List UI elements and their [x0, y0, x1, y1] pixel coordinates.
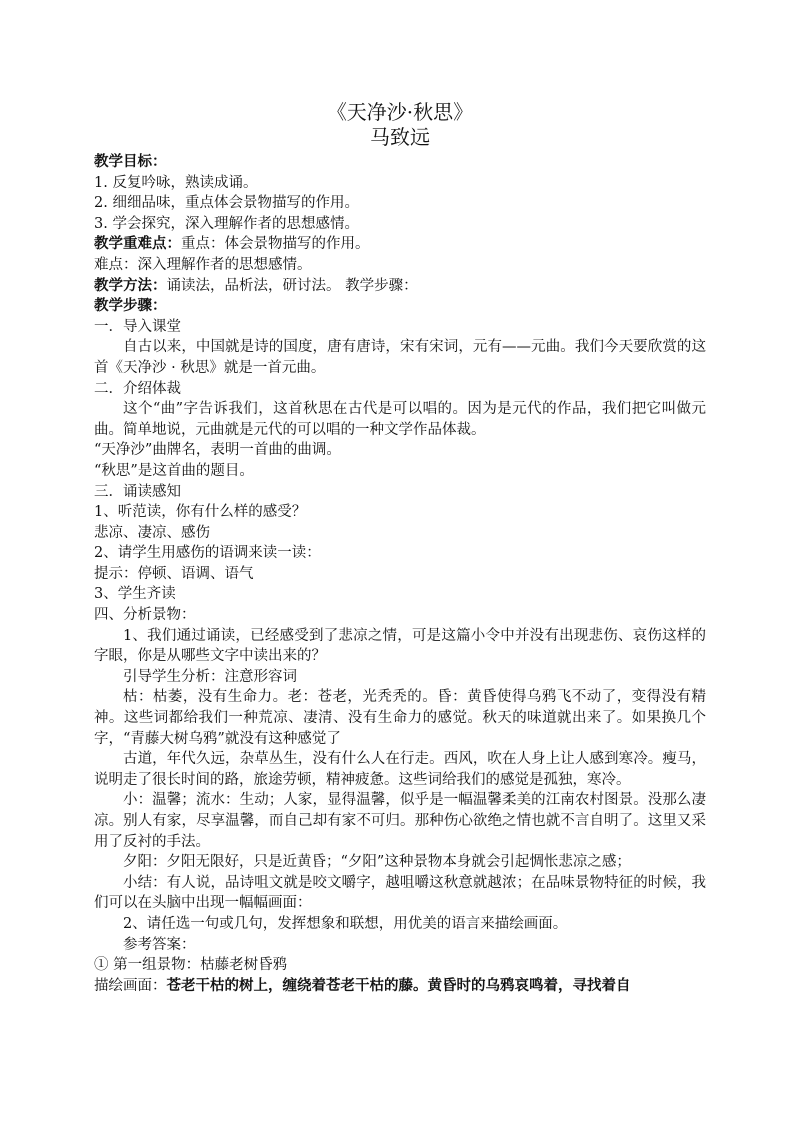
document-title: 《天净沙·秋思》: [326, 100, 474, 124]
section-line: 引导学生分析：注意形容词: [123, 668, 297, 685]
objectives-heading: 教学目标：: [94, 153, 167, 170]
section-paragraph: 枯：枯萎，没有生命力。老：苍老，光秃秃的。昏：黄昏使得乌鸦飞不动了，变得没有精神。这些词都给我们一种荒凉、凄清、没有生命力的感觉。秋天的味道就出来了。如果换几个字，“青藤大树乌鸦”就没有这种感觉了: [94, 689, 706, 747]
section-paragraph: 自古以来，中国就是诗的国度，唐有唐诗，宋有宋词，元有——元曲。我们今天要欣赏的这首《天净沙 · 秋思》就是一首元曲。: [94, 339, 706, 376]
methods-heading: 教学方法：: [94, 276, 167, 294]
section-line: 2、请任选一句或几句，发挥想象和联想，用优美的语言来描绘画面。: [123, 915, 568, 932]
section-heading: 一．导入课堂: [94, 318, 181, 335]
document-page: [94, 100, 706, 996]
section-paragraph: 小：温馨；流水：生动；人家，显得温馨，似乎是一幅温馨柔美的江南农村图景。没那么凄凉。别人有家，尽享温馨，而自己却有家不可归。那种伤心欲绝之情也就不言自明了。这里又采用了反衬的手法。: [94, 792, 706, 850]
draw-label: 描绘画面：: [94, 977, 167, 994]
objective-item: 2. 细细品味，重点体会景物描写的作用。: [94, 195, 359, 212]
answer-line: 悲凉、凄凉、感伤: [94, 524, 210, 541]
section-heading: 三．诵读感知: [94, 483, 181, 500]
difficulty-line: 难点：深入理解作者的思想感情。: [94, 256, 312, 273]
document-author: 马致远: [370, 125, 430, 149]
steps-heading: 教学步骤：: [94, 297, 167, 315]
section-heading: 二．介绍体裁: [94, 380, 181, 397]
methods-line: [94, 276, 706, 297]
objective-item: 1. 反复吟咏，熟读成诵。: [94, 174, 258, 191]
section-paragraph: 这个“曲”字告诉我们，这首秋思在古代是可以唱的。因为是元代的作品，我们把它叫做元曲。简单地说，元曲就是元代的可以唱的一种文学作品体裁。: [94, 401, 706, 438]
question-line: 2、请学生用感伤的语调来读一读：: [94, 545, 321, 562]
section-line: 参考答案：: [123, 936, 196, 953]
key-points-heading: 教学重难点：: [94, 235, 181, 253]
question-line: 3、学生齐读: [94, 586, 176, 603]
draw-line: [94, 976, 706, 997]
methods-text: 诵读法，品析法，研讨法。 教学步骤：: [166, 277, 418, 294]
answer-line: 提示：停顿、语调、语气: [94, 565, 254, 582]
question-line: 1、听范读，你有什么样的感受？: [94, 504, 307, 521]
section-paragraph: 小结：有人说，品诗咀文就是咬文嚼字，越咀嚼这秋意就越浓；在品味景物特征的时候，我们可以在头脑中出现一幅幅画面：: [94, 874, 706, 912]
key-points-line: [94, 234, 706, 255]
group-line: ① 第一组景物：枯藤老树昏鸦: [94, 957, 288, 974]
draw-text: 苍老干枯的树上，缠绕着苍老干枯的藤。黄昏时的乌鸦哀鸣着，寻找着自: [166, 976, 631, 994]
section-line: “秋思”是这首曲的题目。: [94, 462, 254, 479]
objective-item: 3. 学会探究，深入理解作者的思想感情。: [94, 215, 359, 232]
section-heading: 四、分析景物：: [94, 607, 196, 624]
key-points-text: 重点：体会景物描写的作用。: [181, 236, 370, 253]
section-paragraph: 1、我们通过诵读，已经感受到了悲凉之情，可是这篇小令中并没有出现悲伤、哀伤这样的字眼，你是从哪些文字中读出来的？: [94, 627, 706, 665]
section-line: “天净沙”曲牌名，表明一首曲的曲调。: [94, 442, 341, 459]
section-paragraph: 夕阳：夕阳无限好，只是近黄昏；“夕阳”这种景物本身就会引起惆怅悲凉之感；: [123, 854, 631, 871]
section-paragraph: 古道，年代久远，杂草丛生，没有什么人在行走。西风，吹在人身上让人感到寒冷。瘦马，说明走了很长时间的路，旅途劳顿，精神疲惫。这些词给我们的感觉是孤独，寒冷。: [94, 751, 706, 788]
